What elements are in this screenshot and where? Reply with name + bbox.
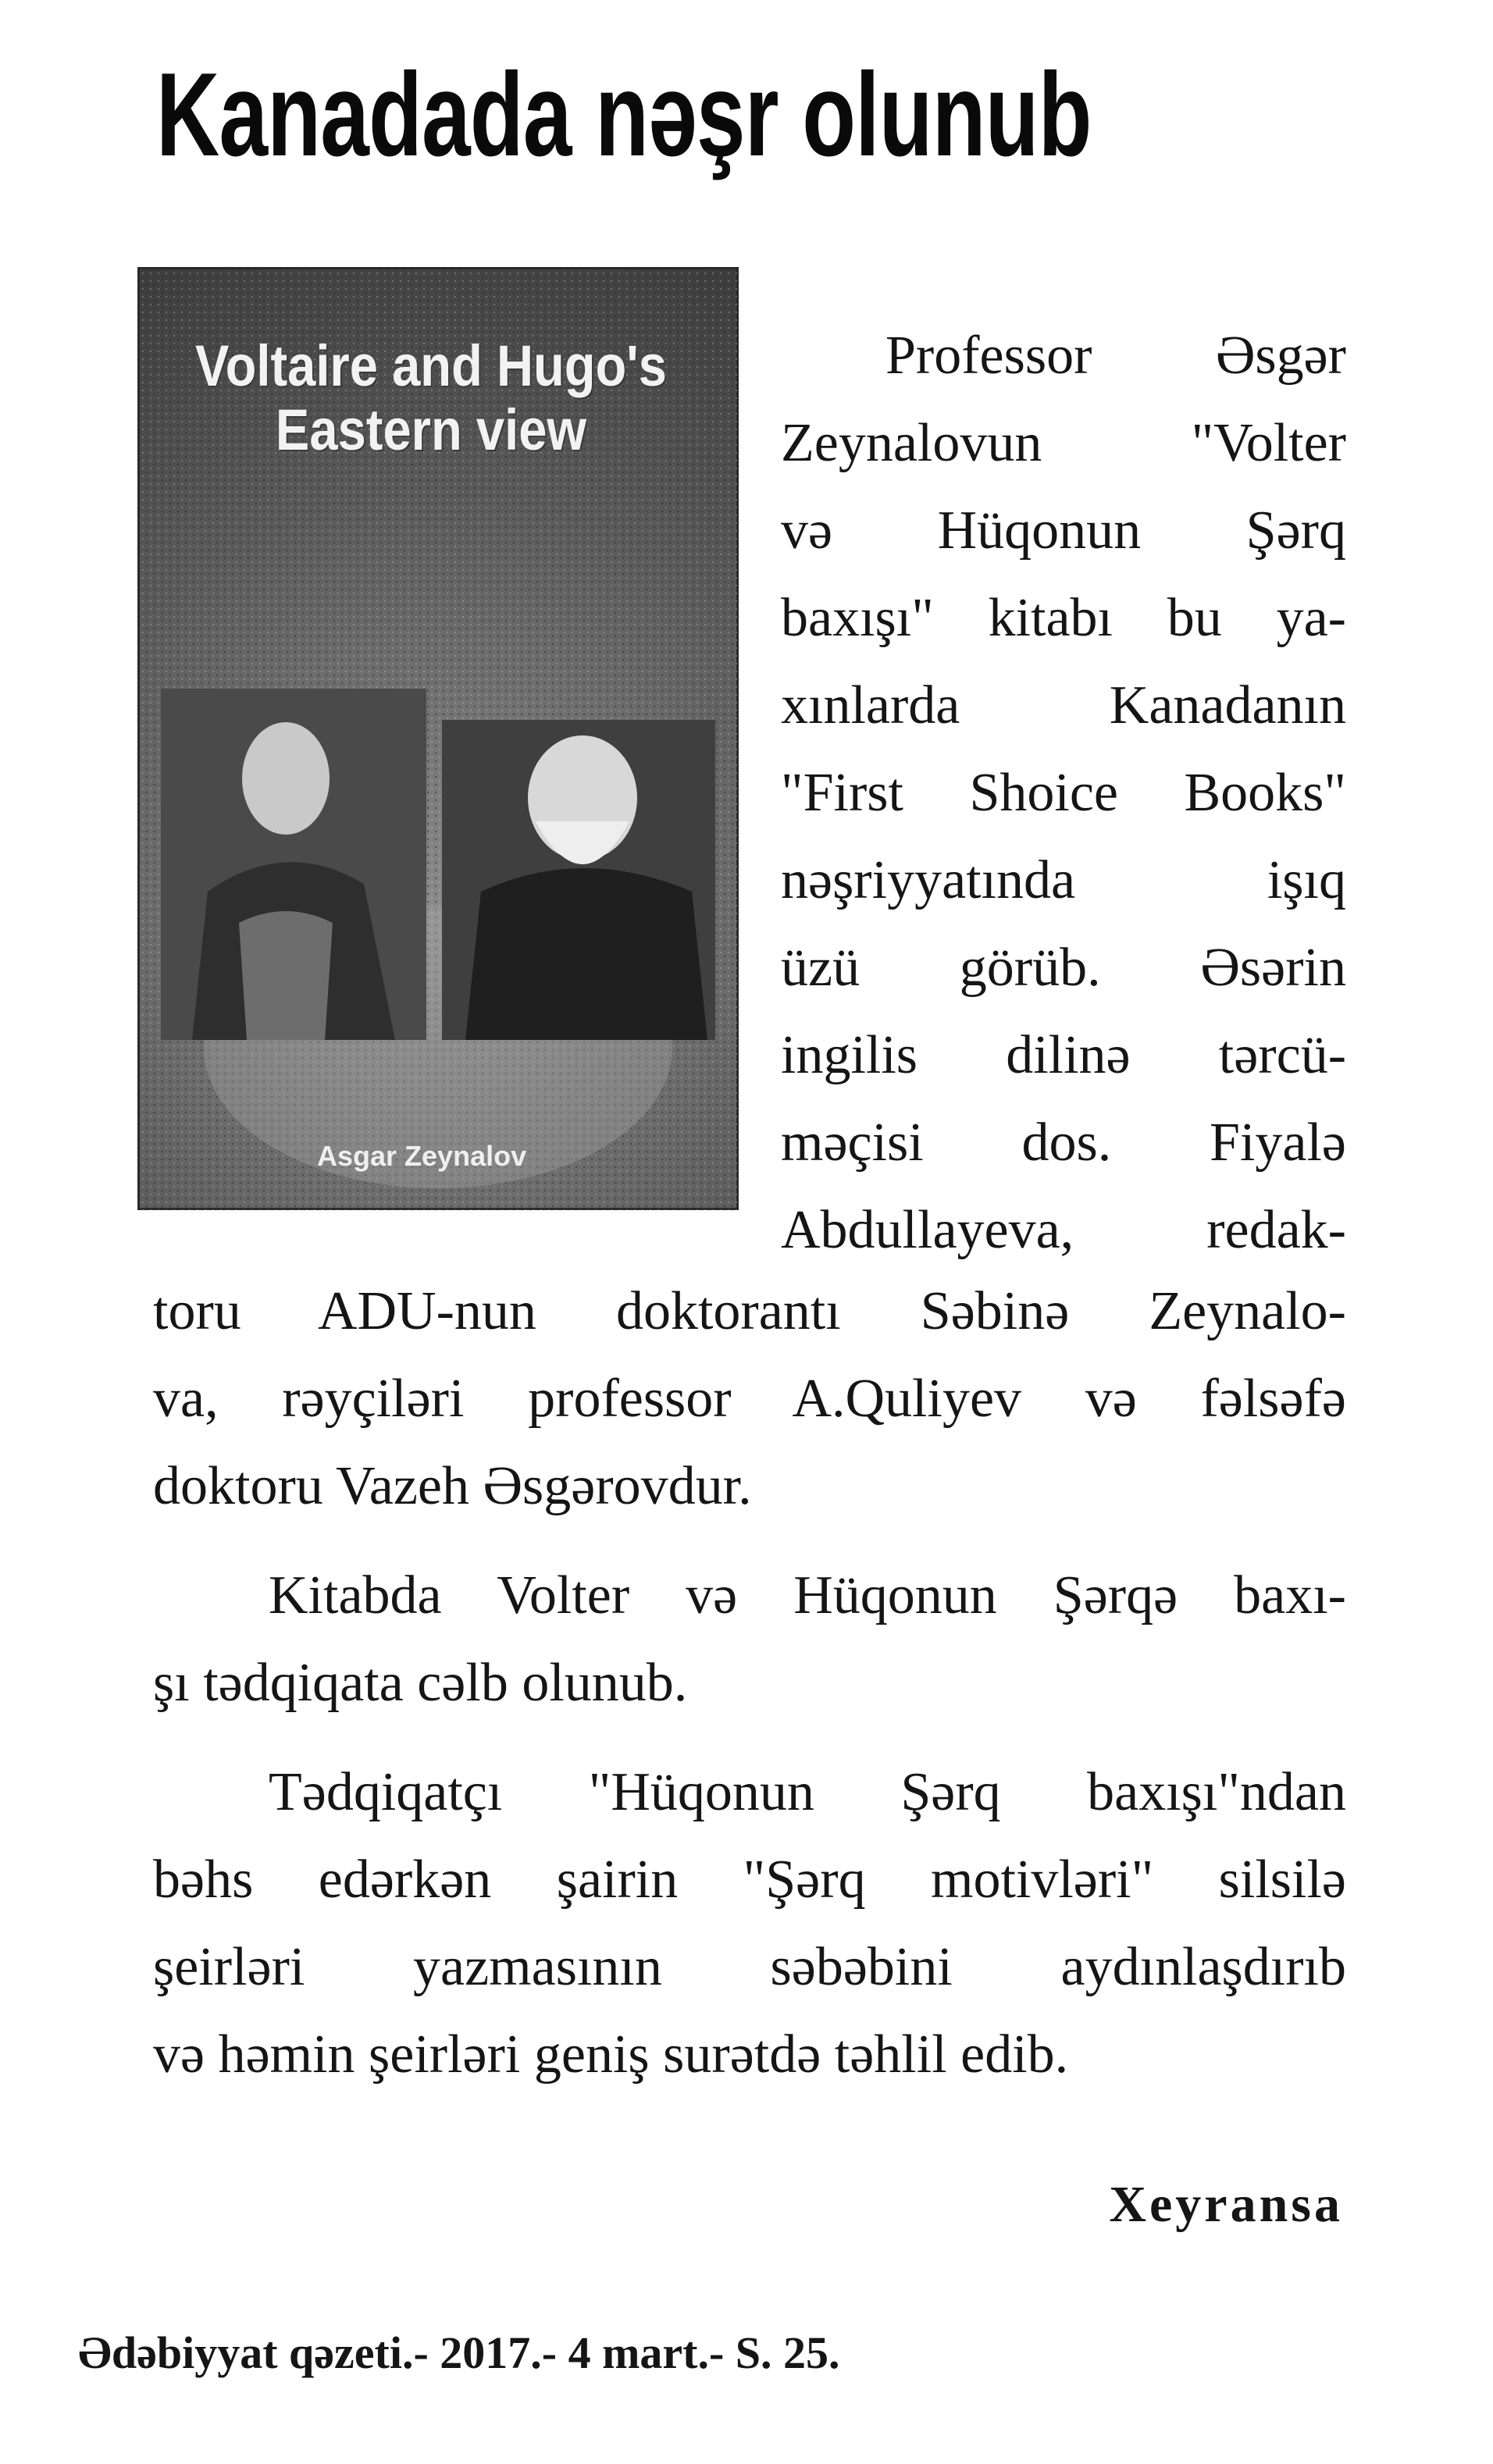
text-line: şeirləri yazmasının səbəbini aydınlaşdırıb — [153, 1937, 1346, 1997]
text-line: toru ADU-nun doktorantı Səbinə Zeynalo- — [153, 1281, 1346, 1341]
cover-portraits — [161, 689, 715, 1048]
text-line: Kitabda Volter və Hüqonun Şərqə baxı- — [269, 1565, 1346, 1625]
author-signature: Xeyransa — [1109, 2176, 1343, 2233]
text-line: Zeynalovun "Volter — [781, 413, 1346, 473]
text-line: Professor Əsgər — [885, 326, 1346, 386]
source-citation: Ədəbiyyat qəzeti.- 2017.- 4 mart.- S. 25. — [78, 2327, 840, 2378]
text-line: və həmin şeirləri geniş surətdə təhlil edib. — [153, 2024, 1069, 2085]
cover-title-line2: Eastern view — [275, 397, 587, 462]
text-line: və Hüqonun Şərq — [781, 500, 1346, 561]
book-cover-image — [137, 267, 739, 1210]
text-line: üzü görüb. Əsərin — [781, 938, 1346, 998]
text-line: baxışı" kitabı bu ya- — [781, 588, 1346, 648]
text-line: Tədqiqatçı "Hüqonun Şərq baxışı"ndan — [269, 1762, 1346, 1822]
article-column-text — [781, 312, 1346, 1274]
article-headline: Kanadada nəşr olunub — [156, 48, 1092, 181]
text-line: "First Shoice Books" — [781, 763, 1346, 823]
text-line: nəşriyyatında işıq — [781, 850, 1346, 910]
text-line: xınlarda Kanadanın — [781, 675, 1346, 735]
cover-title-line1: Voltaire and Hugo's — [194, 333, 668, 398]
text-line: va, rəyçiləri professor A.Quliyev və fəlsəfə — [153, 1369, 1346, 1429]
text-line: şı tədqiqata cəlb olunub. — [153, 1653, 688, 1713]
text-line: ingilis dilinə tərcü- — [781, 1025, 1346, 1085]
text-line: bəhs edərkən şairin "Şərq motivləri" silsilə — [153, 1850, 1346, 1910]
text-line: məçisi dos. Fiyalə — [781, 1113, 1346, 1173]
cover-title — [191, 334, 672, 462]
cover-author: Asgar Zeynalov — [317, 1140, 527, 1172]
text-line: Abdullayeva, redak- — [781, 1200, 1346, 1260]
text-line: doktoru Vazeh Əsgərovdur. — [153, 1456, 752, 1516]
article-body-text — [153, 1268, 1346, 2099]
